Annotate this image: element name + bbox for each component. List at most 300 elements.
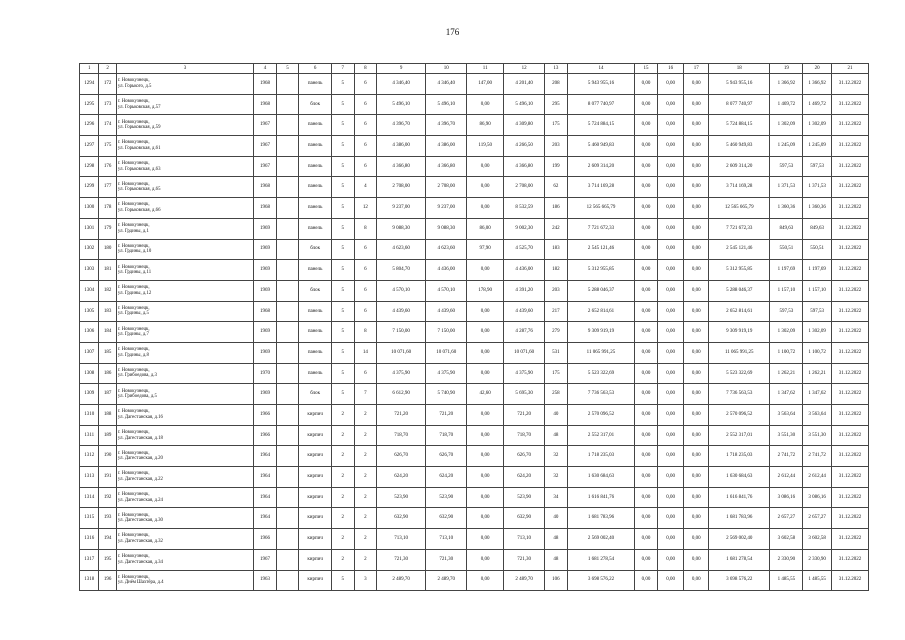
- table-row: [80, 115, 869, 136]
- data-cell-col-4: 1969: [254, 322, 277, 343]
- data-cell-col-7: 2: [332, 487, 355, 508]
- address-city: г. Новокузнецк,: [117, 492, 150, 498]
- data-cell-col-16: 0,00: [657, 549, 684, 570]
- address-street: ул. Дагестанская, д.18: [117, 435, 163, 441]
- row-index-cell: 1311: [80, 425, 99, 446]
- row-index-cell: 1315: [80, 508, 99, 529]
- table-row: [80, 508, 869, 529]
- data-cell-col-10: 4 366,80: [426, 156, 467, 177]
- table-row: [80, 94, 869, 115]
- data-cell-col-16: 0,00: [657, 425, 684, 446]
- row-number-cell: 173: [99, 94, 116, 115]
- column-number-13: 13: [545, 64, 568, 74]
- data-cell-col-17: 0,00: [684, 467, 709, 488]
- data-cell-col-16: 0,00: [657, 570, 684, 591]
- data-cell-col-9: 2 708,00: [377, 177, 426, 198]
- data-cell-col-5: [276, 508, 299, 529]
- data-cell-col-18: 7 736 563,53: [709, 384, 770, 405]
- data-cell-col-17: 0,00: [684, 363, 709, 384]
- data-cell-col-19: 1 262,21: [770, 363, 803, 384]
- data-cell-col-13: 32: [545, 467, 568, 488]
- row-number-cell: 184: [99, 322, 116, 343]
- data-cell-col-15: 0,00: [635, 467, 658, 488]
- data-cell-col-10: 4 623,60: [426, 239, 467, 260]
- address-cell: [116, 260, 253, 281]
- data-cell-col-19: 1 347,62: [770, 384, 803, 405]
- data-cell-col-12: 4 287,76: [504, 322, 545, 343]
- data-cell-col-19: 597,53: [770, 156, 803, 177]
- address-cell: [116, 487, 253, 508]
- column-number-1: 1: [80, 64, 99, 74]
- row-index-cell: 1300: [80, 198, 99, 219]
- data-cell-col-12: 4 266,50: [504, 136, 545, 157]
- data-cell-col-8: 2: [354, 446, 377, 467]
- address-cell: [116, 280, 253, 301]
- data-cell-col-9: 721,30: [377, 549, 426, 570]
- address-city: г. Новокузнецк,: [117, 223, 150, 229]
- data-cell-col-7: 5: [332, 301, 355, 322]
- data-cell-col-13: 40: [545, 405, 568, 426]
- data-cell-col-13: 48: [545, 425, 568, 446]
- data-cell-col-16: 0,00: [657, 136, 684, 157]
- data-cell-col-14: 5 312 955,85: [567, 260, 635, 281]
- row-index-cell: 1301: [80, 218, 99, 239]
- data-cell-col-21: 31.12.2022: [831, 405, 868, 426]
- data-cell-col-5: [276, 549, 299, 570]
- address-cell: [116, 446, 253, 467]
- data-cell-col-16: 0,00: [657, 198, 684, 219]
- data-cell-col-6: панель: [299, 301, 332, 322]
- data-cell-col-7: 5: [332, 94, 355, 115]
- data-cell-col-6: панель: [299, 322, 332, 343]
- data-cell-col-5: [276, 74, 299, 95]
- row-number-cell: 179: [99, 218, 116, 239]
- table-row: [80, 218, 869, 239]
- data-cell-col-8: 6: [354, 363, 377, 384]
- column-number-17: 17: [684, 64, 709, 74]
- data-cell-col-16: 0,00: [657, 487, 684, 508]
- data-cell-col-14: 2 569 002,40: [567, 529, 635, 550]
- data-cell-col-7: 5: [332, 74, 355, 95]
- data-cell-col-9: 4 439,60: [377, 301, 426, 322]
- data-cell-col-12: 4 366,80: [504, 156, 545, 177]
- data-cell-col-15: 0,00: [635, 322, 658, 343]
- data-cell-col-10: 718,70: [426, 425, 467, 446]
- data-cell-col-20: 1 100,72: [803, 342, 832, 363]
- data-cell-col-14: 1 630 684,63: [567, 467, 635, 488]
- address-cell: [116, 342, 253, 363]
- data-cell-col-18: 5 943 955,16: [709, 74, 770, 95]
- data-cell-col-13: 40: [545, 508, 568, 529]
- data-cell-col-19: 550,51: [770, 239, 803, 260]
- data-cell-col-19: 1 371,53: [770, 177, 803, 198]
- data-cell-col-21: 31.12.2022: [831, 529, 868, 550]
- data-cell-col-14: 1 718 235,03: [567, 446, 635, 467]
- row-index-cell: 1312: [80, 446, 99, 467]
- data-cell-col-4: 1969: [254, 384, 277, 405]
- data-cell-col-15: 0,00: [635, 570, 658, 591]
- data-cell-col-21: 31.12.2022: [831, 94, 868, 115]
- data-cell-col-15: 0,00: [635, 529, 658, 550]
- data-cell-col-4: 1967: [254, 115, 277, 136]
- data-cell-col-5: [276, 260, 299, 281]
- row-index-cell: 1309: [80, 384, 99, 405]
- data-cell-col-13: 34: [545, 487, 568, 508]
- data-cell-col-10: 5 496,10: [426, 94, 467, 115]
- data-cell-col-19: 1 197,69: [770, 260, 803, 281]
- data-cell-col-9: 5 804,70: [377, 260, 426, 281]
- address-city: г. Новокузнецк,: [117, 243, 150, 249]
- data-cell-col-10: 721,30: [426, 549, 467, 570]
- data-cell-col-18: 5 312 955,85: [709, 260, 770, 281]
- row-number-cell: 194: [99, 529, 116, 550]
- data-cell-col-6: панель: [299, 74, 332, 95]
- data-cell-col-17: 0,00: [684, 549, 709, 570]
- data-cell-col-20: 2 657,27: [803, 508, 832, 529]
- data-cell-col-4: 1968: [254, 74, 277, 95]
- address-cell: [116, 529, 253, 550]
- address-street: ул. Дагестанская, д.22: [117, 476, 163, 482]
- data-cell-col-4: 1969: [254, 218, 277, 239]
- data-cell-col-18: 2 609 314,20: [709, 156, 770, 177]
- data-cell-col-12: 9 002,30: [504, 218, 545, 239]
- table-row: [80, 156, 869, 177]
- address-street: ул. Грдины, д.11: [117, 270, 152, 276]
- data-cell-col-14: 7 721 672,33: [567, 218, 635, 239]
- address-cell: [116, 508, 253, 529]
- address-cell: [116, 363, 253, 384]
- data-cell-col-12: 4 525,70: [504, 239, 545, 260]
- column-numbers-row: [80, 64, 869, 74]
- data-cell-col-18: 5 460 949,83: [709, 136, 770, 157]
- data-cell-col-19: 1 157,10: [770, 280, 803, 301]
- data-cell-col-21: 31.12.2022: [831, 467, 868, 488]
- column-number-6: 6: [299, 64, 332, 74]
- data-cell-col-8: 2: [354, 487, 377, 508]
- data-cell-col-18: 2 545 121,46: [709, 239, 770, 260]
- row-index-cell: 1316: [80, 529, 99, 550]
- data-cell-col-9: 718,70: [377, 425, 426, 446]
- data-cell-col-4: 1964: [254, 467, 277, 488]
- data-cell-col-15: 0,00: [635, 342, 658, 363]
- data-cell-col-16: 0,00: [657, 260, 684, 281]
- data-cell-col-17: 0,00: [684, 322, 709, 343]
- data-cell-col-12: 5 695,30: [504, 384, 545, 405]
- row-number-cell: 176: [99, 156, 116, 177]
- address-cell: [116, 549, 253, 570]
- data-cell-col-21: 31.12.2022: [831, 384, 868, 405]
- table-row: [80, 280, 869, 301]
- data-cell-col-13: 48: [545, 549, 568, 570]
- data-cell-col-14: 2 652 814,61: [567, 301, 635, 322]
- data-cell-col-21: 31.12.2022: [831, 74, 868, 95]
- data-cell-col-6: кирпич: [299, 467, 332, 488]
- data-cell-col-18: 12 565 665,79: [709, 198, 770, 219]
- data-cell-col-8: 2: [354, 529, 377, 550]
- row-number-cell: 187: [99, 384, 116, 405]
- row-index-cell: 1310: [80, 405, 99, 426]
- data-cell-col-20: 1 347,62: [803, 384, 832, 405]
- data-cell-col-16: 0,00: [657, 405, 684, 426]
- address-cell: [116, 301, 253, 322]
- data-cell-col-19: 3 563,64: [770, 405, 803, 426]
- address-street: ул. Днём Шахтёра, д.4: [117, 580, 164, 586]
- table-row: [80, 405, 869, 426]
- data-cell-col-18: 1 681 783,96: [709, 508, 770, 529]
- data-cell-col-4: 1970: [254, 363, 277, 384]
- data-cell-col-15: 0,00: [635, 260, 658, 281]
- data-cell-col-9: 4 396,70: [377, 115, 426, 136]
- data-cell-col-18: 2 569 002,40: [709, 529, 770, 550]
- data-cell-col-16: 0,00: [657, 74, 684, 95]
- data-cell-col-9: 9 237,00: [377, 198, 426, 219]
- data-cell-col-11: 0,00: [467, 425, 504, 446]
- data-cell-col-19: 2 741,72: [770, 446, 803, 467]
- address-cell: [116, 384, 253, 405]
- data-cell-col-17: 0,00: [684, 570, 709, 591]
- data-cell-col-4: 1964: [254, 508, 277, 529]
- data-cell-col-17: 0,00: [684, 218, 709, 239]
- data-cell-col-10: 4 346,40: [426, 74, 467, 95]
- data-cell-col-5: [276, 301, 299, 322]
- data-cell-col-15: 0,00: [635, 280, 658, 301]
- data-cell-col-7: 5: [332, 218, 355, 239]
- data-cell-col-20: 1 245,09: [803, 136, 832, 157]
- data-cell-col-8: 6: [354, 115, 377, 136]
- data-cell-col-18: 1 616 841,76: [709, 487, 770, 508]
- table-row: [80, 363, 869, 384]
- data-cell-col-9: 4 570,10: [377, 280, 426, 301]
- row-index-cell: 1313: [80, 467, 99, 488]
- data-cell-col-14: 5 460 949,83: [567, 136, 635, 157]
- data-cell-col-16: 0,00: [657, 239, 684, 260]
- address-street: ул. Дагестанская, д.30: [117, 518, 163, 524]
- data-cell-col-5: [276, 156, 299, 177]
- data-cell-col-21: 31.12.2022: [831, 342, 868, 363]
- address-cell: [116, 177, 253, 198]
- data-cell-col-14: 11 065 991,25: [567, 342, 635, 363]
- data-cell-col-20: 1 302,09: [803, 115, 832, 136]
- data-cell-col-12: 4 309,80: [504, 115, 545, 136]
- data-cell-col-4: 1966: [254, 529, 277, 550]
- address-cell: [116, 156, 253, 177]
- table-row: [80, 177, 869, 198]
- data-cell-col-13: 258: [545, 384, 568, 405]
- address-cell: [116, 239, 253, 260]
- address-street: ул. Горьковская, д.57: [117, 104, 161, 110]
- data-cell-col-14: 5 943 955,16: [567, 74, 635, 95]
- row-number-cell: 180: [99, 239, 116, 260]
- data-cell-col-4: 1968: [254, 94, 277, 115]
- column-number-12: 12: [504, 64, 545, 74]
- data-cell-col-12: 4 391,20: [504, 280, 545, 301]
- data-cell-col-20: 1 485,55: [803, 570, 832, 591]
- address-cell: [116, 74, 253, 95]
- data-cell-col-18: 11 065 991,25: [709, 342, 770, 363]
- data-cell-col-14: 5 724 884,15: [567, 115, 635, 136]
- data-cell-col-21: 31.12.2022: [831, 280, 868, 301]
- column-number-3: 3: [116, 64, 253, 74]
- data-cell-col-21: 31.12.2022: [831, 239, 868, 260]
- data-cell-col-5: [276, 529, 299, 550]
- data-cell-col-18: 1 681 278,54: [709, 549, 770, 570]
- data-cell-col-12: 626,70: [504, 446, 545, 467]
- data-cell-col-12: 4 436,00: [504, 260, 545, 281]
- data-cell-col-6: панель: [299, 218, 332, 239]
- data-cell-col-18: 9 309 919,19: [709, 322, 770, 343]
- data-cell-col-7: 2: [332, 405, 355, 426]
- address-cell: [116, 198, 253, 219]
- row-number-cell: 188: [99, 405, 116, 426]
- data-cell-col-13: 175: [545, 363, 568, 384]
- data-cell-col-17: 0,00: [684, 384, 709, 405]
- row-index-cell: 1307: [80, 342, 99, 363]
- column-number-19: 19: [770, 64, 803, 74]
- data-cell-col-12: 4 201,40: [504, 74, 545, 95]
- data-cell-col-19: 3 602,58: [770, 529, 803, 550]
- data-cell-col-20: 2 330,90: [803, 549, 832, 570]
- address-city: г. Новокузнецк,: [117, 99, 150, 105]
- data-cell-col-18: 2 570 096,52: [709, 405, 770, 426]
- data-cell-col-17: 0,00: [684, 529, 709, 550]
- address-city: г. Новокузнецк,: [117, 450, 150, 456]
- address-city: г. Новокузнецк,: [117, 202, 150, 208]
- data-cell-col-17: 0,00: [684, 239, 709, 260]
- row-number-cell: 185: [99, 342, 116, 363]
- data-cell-col-10: 4 570,10: [426, 280, 467, 301]
- table-row: [80, 487, 869, 508]
- data-cell-col-5: [276, 198, 299, 219]
- data-cell-col-21: 31.12.2022: [831, 301, 868, 322]
- data-cell-col-6: панель: [299, 156, 332, 177]
- address-city: г. Новокузнецк,: [117, 409, 150, 415]
- data-cell-col-13: 175: [545, 115, 568, 136]
- data-cell-col-4: 1966: [254, 425, 277, 446]
- address-city: г. Новокузнецк,: [117, 181, 150, 187]
- row-index-cell: 1296: [80, 115, 99, 136]
- row-number-cell: 196: [99, 570, 116, 591]
- data-cell-col-4: 1968: [254, 198, 277, 219]
- column-number-9: 9: [377, 64, 426, 74]
- address-street: ул. Грдины, д.1: [117, 228, 149, 234]
- column-number-21: 21: [831, 64, 868, 74]
- data-cell-col-11: 0,00: [467, 260, 504, 281]
- row-index-cell: 1305: [80, 301, 99, 322]
- column-number-18: 18: [709, 64, 770, 74]
- data-cell-col-5: [276, 218, 299, 239]
- data-cell-col-14: 1 681 783,96: [567, 508, 635, 529]
- data-cell-col-14: 2 545 121,46: [567, 239, 635, 260]
- address-street: ул. Грдины, д.12: [117, 290, 152, 296]
- address-street: ул. Грдины, д.10: [117, 249, 152, 255]
- data-cell-col-6: блок: [299, 94, 332, 115]
- data-cell-col-4: 1966: [254, 405, 277, 426]
- table-row: [80, 239, 869, 260]
- data-cell-col-4: 1969: [254, 280, 277, 301]
- data-cell-col-15: 0,00: [635, 198, 658, 219]
- data-cell-col-18: 2 552 317,01: [709, 425, 770, 446]
- data-cell-col-13: 32: [545, 446, 568, 467]
- data-cell-col-6: панель: [299, 342, 332, 363]
- row-index-cell: 1294: [80, 74, 99, 95]
- data-cell-col-10: 4 436,00: [426, 260, 467, 281]
- data-cell-col-5: [276, 405, 299, 426]
- data-cell-col-7: 5: [332, 322, 355, 343]
- data-cell-col-18: 8 077 740,97: [709, 94, 770, 115]
- data-cell-col-20: 2 612,44: [803, 467, 832, 488]
- data-cell-col-15: 0,00: [635, 177, 658, 198]
- table-row: [80, 467, 869, 488]
- data-cell-col-10: 721,20: [426, 405, 467, 426]
- data-cell-col-10: 2 489,70: [426, 570, 467, 591]
- address-cell: [116, 94, 253, 115]
- data-cell-col-11: 147,00: [467, 74, 504, 95]
- data-cell-col-14: 1 616 841,76: [567, 487, 635, 508]
- data-cell-col-7: 5: [332, 198, 355, 219]
- data-cell-col-21: 31.12.2022: [831, 508, 868, 529]
- data-cell-col-12: 721,30: [504, 549, 545, 570]
- data-cell-col-11: 0,00: [467, 570, 504, 591]
- data-cell-col-5: [276, 136, 299, 157]
- data-cell-col-10: 4 386,00: [426, 136, 467, 157]
- data-cell-col-12: 10 071,60: [504, 342, 545, 363]
- data-cell-col-5: [276, 384, 299, 405]
- data-cell-col-9: 4 375,90: [377, 363, 426, 384]
- data-cell-col-16: 0,00: [657, 280, 684, 301]
- data-cell-col-18: 5 288 046,37: [709, 280, 770, 301]
- data-cell-col-19: 1 100,72: [770, 342, 803, 363]
- data-cell-col-5: [276, 487, 299, 508]
- data-cell-col-4: 1968: [254, 301, 277, 322]
- data-cell-col-6: панель: [299, 115, 332, 136]
- data-cell-col-5: [276, 115, 299, 136]
- data-cell-col-4: 1968: [254, 177, 277, 198]
- row-number-cell: 181: [99, 260, 116, 281]
- data-cell-col-5: [276, 363, 299, 384]
- data-cell-col-17: 0,00: [684, 177, 709, 198]
- data-cell-col-13: 242: [545, 218, 568, 239]
- data-cell-col-13: 106: [545, 570, 568, 591]
- data-cell-col-21: 31.12.2022: [831, 115, 868, 136]
- row-number-cell: 175: [99, 136, 116, 157]
- data-cell-col-7: 2: [332, 529, 355, 550]
- data-cell-col-10: 5 740,90: [426, 384, 467, 405]
- data-cell-col-8: 6: [354, 280, 377, 301]
- data-cell-col-11: 0,00: [467, 467, 504, 488]
- data-cell-col-11: 0,00: [467, 363, 504, 384]
- data-cell-col-7: 5: [332, 115, 355, 136]
- data-cell-col-6: блок: [299, 384, 332, 405]
- row-number-cell: 191: [99, 467, 116, 488]
- data-cell-col-19: 1 485,55: [770, 570, 803, 591]
- row-index-cell: 1304: [80, 280, 99, 301]
- data-cell-col-18: 2 652 814,61: [709, 301, 770, 322]
- data-cell-col-12: 624,20: [504, 467, 545, 488]
- data-cell-col-4: 1969: [254, 342, 277, 363]
- data-cell-col-19: 2 657,27: [770, 508, 803, 529]
- data-cell-col-17: 0,00: [684, 156, 709, 177]
- data-cell-col-11: 178,90: [467, 280, 504, 301]
- row-index-cell: 1298: [80, 156, 99, 177]
- data-cell-col-7: 5: [332, 280, 355, 301]
- data-cell-col-19: 1 360,36: [770, 198, 803, 219]
- data-cell-col-14: 5 523 322,69: [567, 363, 635, 384]
- data-cell-col-11: 0,00: [467, 322, 504, 343]
- data-cell-col-20: 550,51: [803, 239, 832, 260]
- data-cell-col-9: 4 366,80: [377, 156, 426, 177]
- data-cell-col-8: 8: [354, 218, 377, 239]
- data-cell-col-18: 5 523 322,69: [709, 363, 770, 384]
